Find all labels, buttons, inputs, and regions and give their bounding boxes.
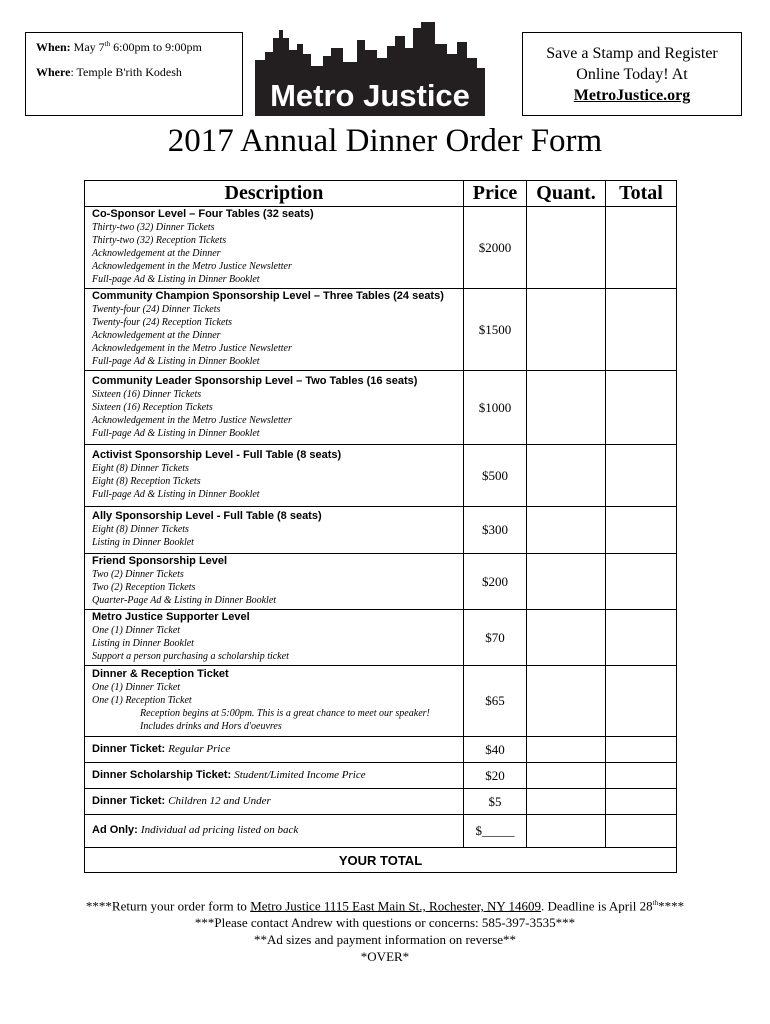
table-header-row — [85, 181, 677, 207]
row-benefit: Quarter-Page Ad & Listing in Dinner Booklet — [92, 595, 277, 606]
footer-stars: **** — [658, 898, 685, 914]
logo-text: Metro Justice — [270, 78, 470, 113]
row-benefit: Full-page Ad & Listing in Dinner Booklet — [92, 274, 260, 285]
quantity-cell[interactable] — [527, 737, 606, 763]
row-heading-text: Ad Only: — [92, 824, 138, 836]
row-benefit: Acknowledgement in the Metro Justice Newsletter — [92, 414, 292, 426]
when-label: When: — [36, 40, 71, 54]
register-url-link[interactable]: MetroJustice.org — [573, 87, 691, 104]
table-row — [85, 507, 677, 554]
table-row — [85, 763, 677, 789]
row-description — [85, 610, 464, 666]
event-when — [36, 41, 232, 53]
total-cell[interactable] — [606, 610, 677, 666]
row-heading — [92, 668, 457, 681]
table-row — [85, 666, 677, 737]
quantity-cell[interactable] — [527, 666, 606, 737]
row-heading — [92, 375, 457, 388]
event-info-box — [25, 32, 243, 116]
row-benefit: Full-page Ad & Listing in Dinner Booklet — [92, 489, 260, 500]
table-row — [85, 789, 677, 815]
footer-line-1 — [0, 895, 770, 914]
table-row — [85, 207, 677, 289]
row-heading — [92, 769, 457, 782]
row-description — [85, 445, 464, 507]
total-cell[interactable] — [606, 207, 677, 289]
header-quantity: Quant. — [527, 181, 606, 207]
table-row — [85, 737, 677, 763]
row-benefit: One (1) Reception Ticket — [92, 695, 192, 706]
where-label: Where — [36, 65, 71, 79]
row-benefit: One (1) Dinner Ticket — [92, 682, 181, 693]
event-where — [36, 66, 232, 78]
quantity-cell[interactable] — [527, 207, 606, 289]
row-heading — [92, 510, 457, 523]
header-price: Price — [464, 181, 527, 207]
row-price: $2000 — [464, 207, 527, 289]
register-box — [522, 32, 742, 116]
row-description — [85, 289, 464, 371]
row-benefit: Eight (8) Dinner Tickets — [92, 524, 189, 535]
row-description — [85, 371, 464, 445]
header-description: Description — [85, 181, 464, 207]
register-line-2: Online Today! At — [576, 66, 688, 83]
quantity-cell[interactable] — [527, 789, 606, 815]
row-heading — [92, 824, 457, 837]
your-total-row — [85, 848, 677, 873]
row-benefit-note: Reception begins at 5:00pm. This is a great chance to meet our speaker! — [140, 708, 430, 719]
row-benefit: Sixteen (16) Reception Tickets — [92, 401, 213, 413]
total-cell[interactable] — [606, 815, 677, 848]
row-description — [85, 815, 464, 848]
return-address: Metro Justice 1115 East Main St., Rochester, NY 14609 — [250, 898, 542, 914]
table-row — [85, 445, 677, 507]
row-description — [85, 554, 464, 610]
row-benefit: Acknowledgement at the Dinner — [92, 330, 221, 341]
row-description — [85, 207, 464, 289]
row-heading — [92, 208, 457, 221]
row-price: $20 — [464, 763, 527, 789]
footer-line-4: *OVER* — [360, 949, 410, 965]
quantity-cell[interactable] — [527, 289, 606, 371]
your-total-label: YOUR TOTAL — [85, 848, 677, 873]
footer-line-2: ***Please contact Andrew with questions or concerns: 585-397-3535*** — [194, 915, 576, 931]
quantity-cell[interactable] — [527, 507, 606, 554]
row-benefit: Two (2) Dinner Tickets — [92, 569, 184, 580]
row-benefit: Support a person purchasing a scholarship ticket — [92, 651, 289, 662]
row-heading-text: Friend Sponsorship Level — [92, 555, 228, 567]
quantity-cell[interactable] — [527, 445, 606, 507]
total-cell[interactable] — [606, 789, 677, 815]
deadline-text: . Deadline is April 28 — [541, 898, 653, 914]
order-table — [84, 180, 677, 873]
total-cell[interactable] — [606, 289, 677, 371]
row-price: $500 — [464, 445, 527, 507]
row-benefit: Twenty-four (24) Reception Tickets — [92, 317, 233, 328]
row-price: $1000 — [464, 371, 527, 445]
row-benefit: Full-page Ad & Listing in Dinner Booklet — [92, 356, 260, 367]
deadline-suffix: th — [652, 899, 659, 907]
row-price: $65 — [464, 666, 527, 737]
row-price: $70 — [464, 610, 527, 666]
total-cell[interactable] — [606, 371, 677, 445]
row-note: Student/Limited Income Price — [234, 768, 366, 781]
footer-return-text: ****Return your order form to — [85, 898, 251, 914]
row-note: Children 12 and Under — [168, 794, 271, 807]
register-line-1: Save a Stamp and Register — [546, 45, 718, 62]
row-benefit: Thirty-two (32) Reception Tickets — [92, 235, 227, 246]
row-heading-text: Dinner Scholarship Ticket: — [92, 768, 232, 781]
row-heading — [92, 611, 457, 624]
quantity-cell[interactable] — [527, 610, 606, 666]
quantity-cell[interactable] — [527, 554, 606, 610]
row-heading-text: Dinner & Reception Ticket — [92, 668, 229, 680]
row-benefit: Two (2) Reception Tickets — [92, 582, 196, 593]
table-row — [85, 554, 677, 610]
row-heading — [92, 290, 457, 303]
table-row — [85, 815, 677, 848]
row-price: $5 — [464, 789, 527, 815]
table-row — [85, 610, 677, 666]
header-total: Total — [606, 181, 677, 207]
total-cell[interactable] — [606, 763, 677, 789]
row-benefit: Sixteen (16) Dinner Tickets — [92, 388, 202, 400]
total-cell[interactable] — [606, 737, 677, 763]
row-heading-text: Community Champion Sponsorship Level – Three Tables (24 seats) — [92, 290, 444, 302]
row-description — [85, 763, 464, 789]
row-heading — [92, 555, 457, 568]
row-benefit: Eight (8) Dinner Tickets — [92, 463, 189, 474]
total-cell[interactable] — [606, 507, 677, 554]
row-price: $40 — [464, 737, 527, 763]
page-title: 2017 Annual Dinner Order Form — [167, 123, 603, 159]
row-heading-text: Activist Sponsorship Level - Full Table (8 seats) — [92, 449, 342, 461]
row-benefit: Thirty-two (32) Dinner Tickets — [92, 222, 215, 233]
row-benefit: Full-page Ad & Listing in Dinner Booklet — [92, 427, 260, 439]
row-heading-text: Community Leader Sponsorship Level – Two Tables (16 seats) — [92, 374, 418, 387]
row-benefit: Listing in Dinner Booklet — [92, 638, 194, 649]
footer-line-3: **Ad sizes and payment information on reverse** — [253, 932, 517, 948]
row-heading — [92, 743, 457, 756]
total-cell[interactable] — [606, 666, 677, 737]
total-cell[interactable] — [606, 445, 677, 507]
row-price: $1500 — [464, 289, 527, 371]
when-date: May 7 — [73, 40, 105, 54]
row-benefit: Acknowledgement at the Dinner — [92, 248, 221, 259]
row-benefit: Acknowledgement in the Metro Justice Newsletter — [92, 261, 292, 272]
quantity-cell[interactable] — [527, 371, 606, 445]
footer-notes — [0, 895, 770, 965]
row-price: $_____ — [464, 815, 527, 848]
row-price: $300 — [464, 507, 527, 554]
row-note: Individual ad pricing listed on back — [140, 824, 299, 836]
where-value: : Temple B'rith Kodesh — [70, 65, 182, 79]
quantity-cell[interactable] — [527, 815, 606, 848]
quantity-cell[interactable] — [527, 763, 606, 789]
when-time: 6:00pm to 9:00pm — [110, 40, 202, 54]
row-description — [85, 737, 464, 763]
row-price: $200 — [464, 554, 527, 610]
row-heading — [92, 795, 457, 808]
row-benefit: Twenty-four (24) Dinner Tickets — [92, 304, 221, 315]
row-heading-text: Ally Sponsorship Level - Full Table (8 seats) — [92, 510, 322, 522]
row-description — [85, 666, 464, 737]
row-heading — [92, 449, 457, 462]
row-note: Regular Price — [168, 742, 231, 755]
total-cell[interactable] — [606, 554, 677, 610]
row-heading-text: Dinner Ticket: — [92, 742, 166, 755]
metro-justice-logo — [253, 18, 487, 116]
row-heading-text: Co-Sponsor Level – Four Tables (32 seats) — [92, 208, 314, 220]
row-heading-text: Metro Justice Supporter Level — [92, 611, 250, 623]
when-date-suffix: th — [104, 40, 111, 48]
row-benefit: Eight (8) Reception Tickets — [92, 476, 201, 487]
row-description — [85, 507, 464, 554]
table-row — [85, 289, 677, 371]
row-benefit: Acknowledgement in the Metro Justice Newsletter — [92, 343, 292, 354]
row-benefit: One (1) Dinner Ticket — [92, 625, 181, 636]
row-heading-text: Dinner Ticket: — [92, 794, 166, 807]
row-description — [85, 789, 464, 815]
table-row — [85, 371, 677, 445]
row-benefit: Listing in Dinner Booklet — [92, 537, 194, 548]
row-benefit-note: Includes drinks and Hors d'oeuvres — [140, 721, 282, 732]
